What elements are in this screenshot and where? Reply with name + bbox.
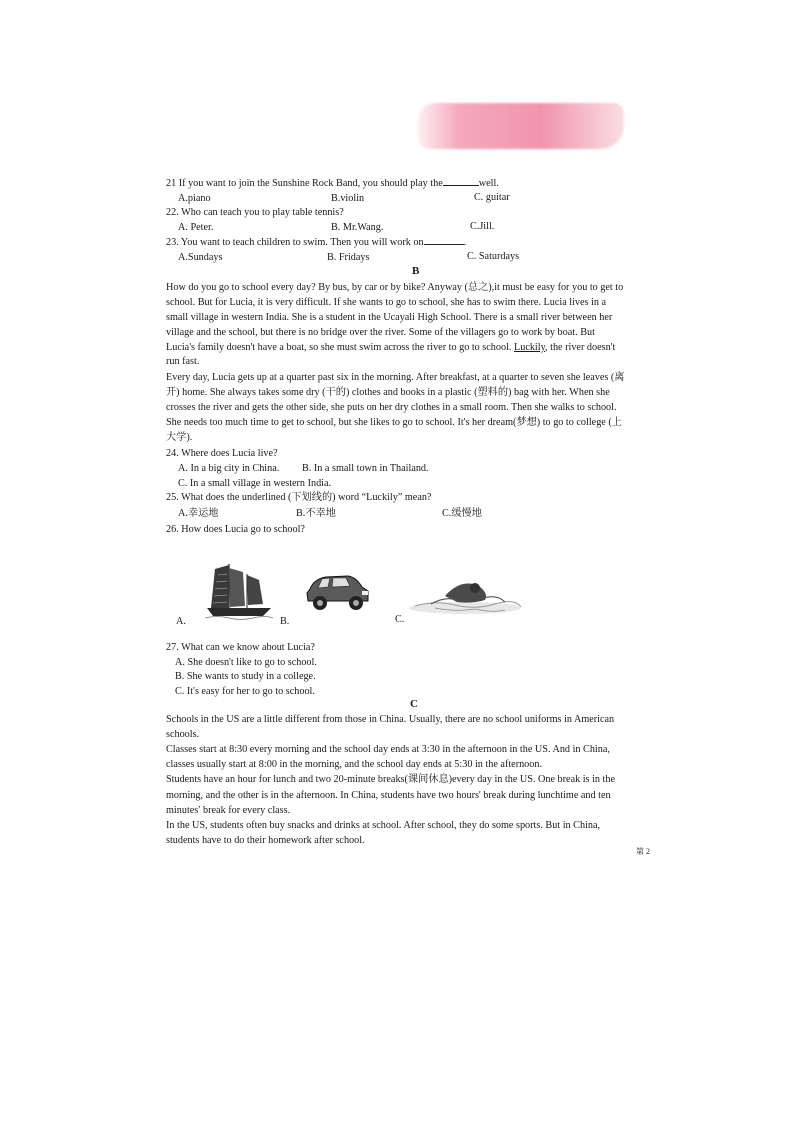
- underlined-word-luckily: Luckily: [514, 342, 546, 353]
- passage-b-line: school. But for Lucia, it is very difficult. If she wants to go to school, she has to swim there. Lucia lives in a: [166, 297, 607, 308]
- passage-c-line: Schools in the US are a little different from those in China. Usually, there are no school uniforms in American: [166, 714, 615, 725]
- passage-c-line: classes usually start at 8:00 in the morning, and the school day ends at 5:30 in the afternoon.: [166, 759, 543, 770]
- q22-option-c: C.Jill.: [470, 221, 495, 232]
- car-picture: [304, 567, 372, 615]
- passage-b-line: small village in western India. She is a student in the Ucayali High School. There is a small river between her: [166, 312, 613, 323]
- passage-b-line: run fast.: [166, 356, 200, 367]
- boat-picture: [205, 560, 273, 622]
- q22-option-a: A. Peter.: [178, 222, 214, 233]
- q24-option-a: A. In a big city in China.: [178, 463, 280, 474]
- passage-b-line: She needs too much time to get to school, but she likes to go to school. It's her dream(梦想) to go to college (上: [166, 417, 622, 428]
- q22-stem: 22. Who can teach you to play table tennis?: [166, 207, 344, 218]
- q21-option-b: B.violin: [331, 193, 365, 204]
- q24-option-c: C. In a small village in western India.: [178, 478, 332, 489]
- q27-option-c: C. It's easy for her to go to school.: [175, 686, 315, 697]
- q25-stem: 25. What does the underlined (下划线的) word “Luckily” mean?: [166, 492, 432, 503]
- q26-stem: 26. How does Lucia go to school?: [166, 524, 305, 535]
- passage-b-line: Lucia's family doesn't have a boat, so she must swim across the river to go to school. Luckily, the river doesn't: [166, 342, 616, 353]
- passage-c-line: Classes start at 8:30 every morning and the school day ends at 3:30 in the afternoon in the US. And in China,: [166, 744, 610, 755]
- section-b-heading: B: [412, 265, 420, 277]
- q23-option-c: C. Saturdays: [467, 251, 520, 262]
- passage-c-line: Students have an hour for lunch and two 20-minute breaks(课间休息)every day in the US. One break is in the: [166, 774, 615, 785]
- q27-stem: 27. What can we know about Lucia?: [166, 642, 315, 653]
- q26-option-a: A.: [176, 616, 186, 627]
- q21-option-a: A.piano: [178, 193, 211, 204]
- passage-c-line: morning, and the other is in the afternoon. In China, students have two hours' break during lunchtime and ten: [166, 790, 611, 801]
- q21-option-c: C. guitar: [474, 192, 510, 203]
- q26-option-c: C.: [395, 614, 405, 625]
- q25-option-b: B.不幸地: [296, 508, 336, 519]
- q24-option-b: B. In a small town in Thailand.: [302, 463, 429, 474]
- passage-c-line: schools.: [166, 729, 200, 740]
- q23-stem: 23. You want to teach children to swim. Then you will work on .: [166, 237, 467, 248]
- q22-option-b: B. Mr.Wang.: [331, 222, 384, 233]
- q27-option-b: B. She wants to study in a college.: [175, 671, 316, 682]
- passage-b-line: 大学).: [166, 432, 193, 443]
- q21-stem: 21 If you want to join the Sunshine Rock Band, you should play the well.: [166, 178, 499, 189]
- passage-c-line: students have to do their homework after school.: [166, 835, 365, 846]
- q23-option-a: A.Sundays: [178, 252, 223, 263]
- passage-b-line: 开) home. She always takes some dry (干的) clothes and books in a plastic (塑料的) bag with her. When she: [166, 387, 610, 398]
- q23-option-b: B. Fridays: [327, 252, 370, 263]
- q27-option-a: A. She doesn't like to go to school.: [175, 657, 317, 668]
- page-number: 第 2: [636, 847, 650, 856]
- swimming-picture: [405, 570, 525, 620]
- q25-option-c: C.缓慢地: [442, 508, 482, 519]
- passage-b-line: How do you go to school every day? By bus, by car or by bike? Anyway (总之),it must be easy for you to get to: [166, 282, 624, 293]
- pink-highlight-stamp: [418, 103, 624, 149]
- passage-c-line: In the US, students often buy snacks and drinks at school. After school, they do some sports. But in China,: [166, 820, 601, 831]
- q24-stem: 24. Where does Lucia live?: [166, 448, 278, 459]
- passage-b-line: village and the school, but there is no bridge over the river. Some of the villagers go to work by boat. But: [166, 327, 595, 338]
- passage-b-line: crosses the river and gets the other side, she puts on her dry clothes in a small room. Then she walks to school.: [166, 402, 617, 413]
- section-c-heading: C: [410, 698, 418, 710]
- passage-c-line: minutes′ break for every class.: [166, 805, 291, 816]
- q25-option-a: A.幸运地: [178, 508, 219, 519]
- q26-option-b: B.: [280, 616, 290, 627]
- passage-b-line: Every day, Lucia gets up at a quarter past six in the morning. After breakfast, at a quarter to seven she leaves (离: [166, 372, 625, 383]
